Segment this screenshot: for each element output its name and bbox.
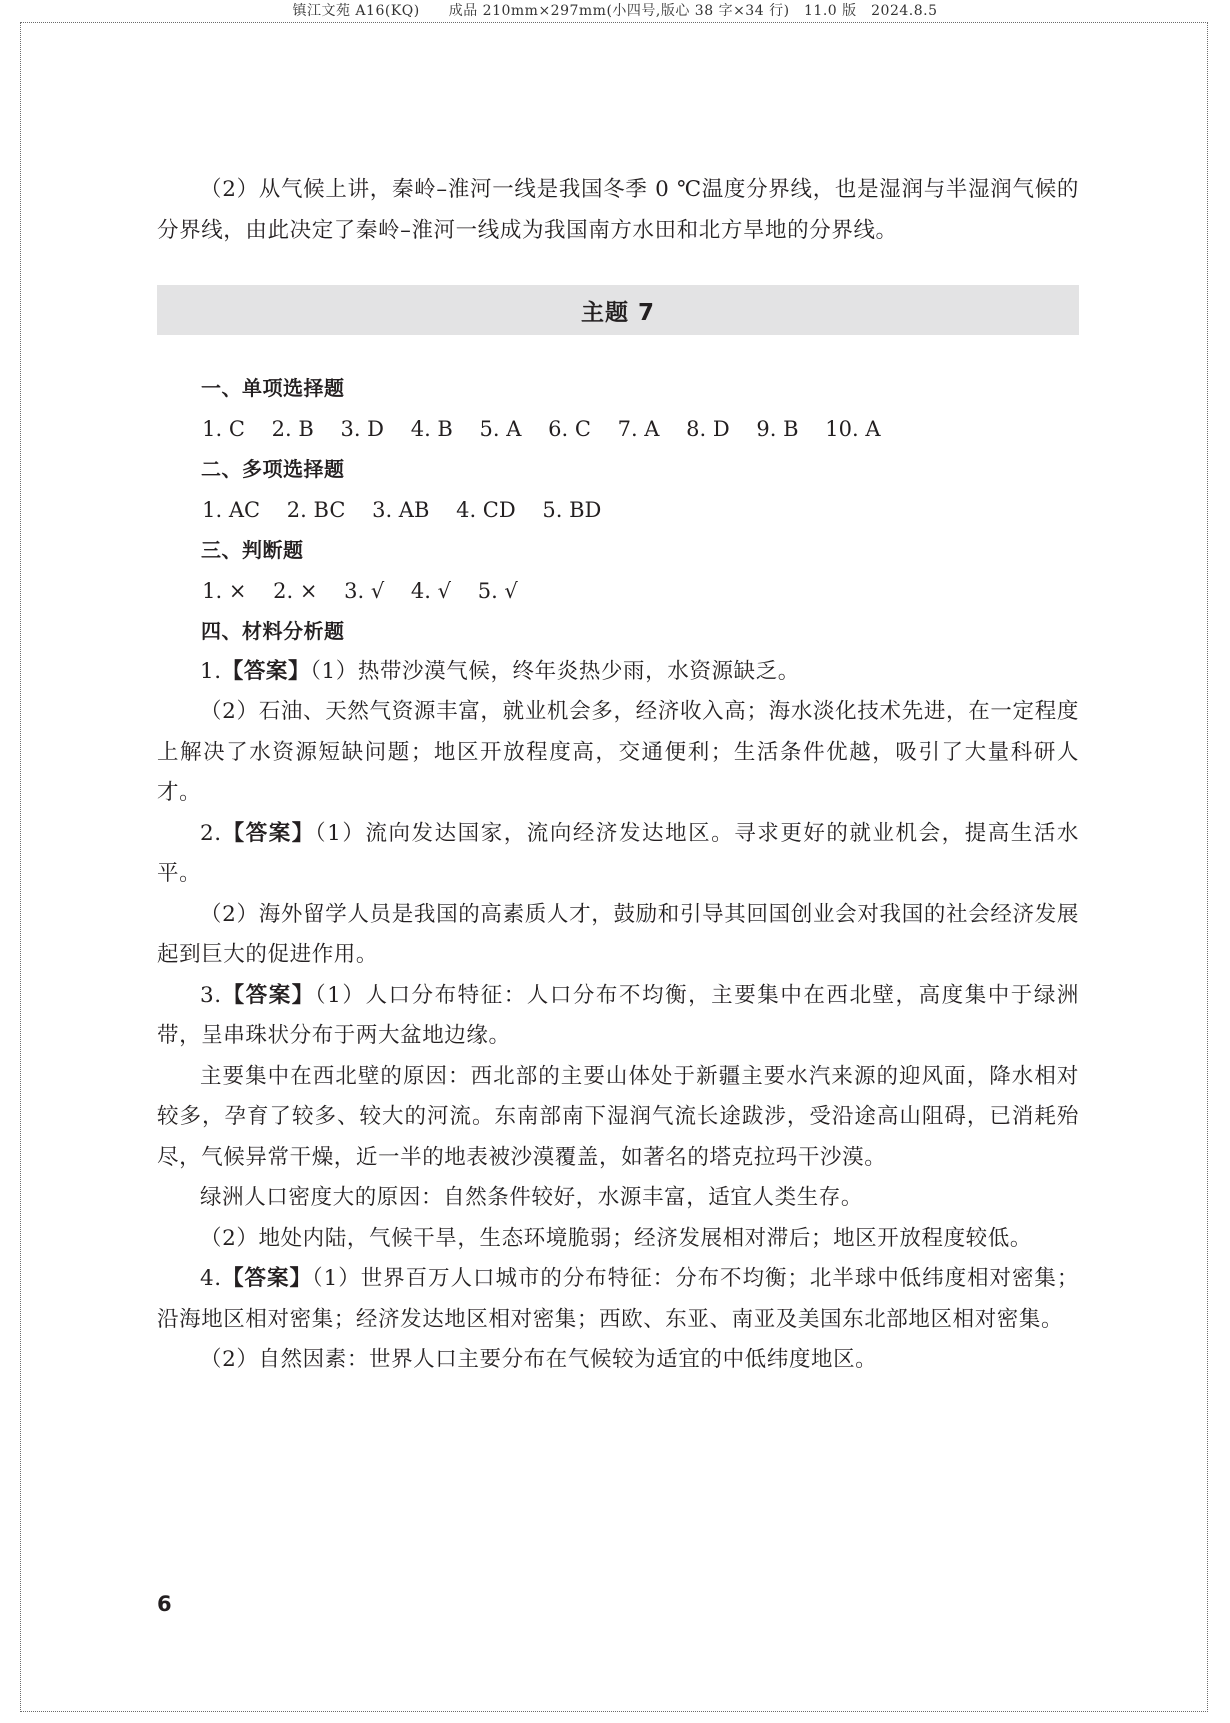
- answer-item: 2. BC: [286, 497, 346, 522]
- multiple-choice-answers: [157, 490, 1079, 531]
- single-choice-answers: [157, 409, 1079, 450]
- answer-label: 【答案】: [221, 658, 311, 684]
- answer-item: 4. B: [410, 416, 453, 441]
- page-content: [157, 170, 1079, 1381]
- answer-sections: [157, 368, 1079, 1381]
- section-heading-material-analysis: 四、材料分析题: [201, 619, 345, 643]
- answer-label: 【答案】: [221, 982, 315, 1008]
- answer-item: 7. A: [617, 416, 660, 441]
- question-number: 4.: [200, 1266, 222, 1291]
- answer-label: 【答案】: [221, 820, 315, 846]
- answer-item: 3. D: [340, 416, 385, 441]
- answer-item: 1. C: [202, 416, 245, 441]
- true-false-answers: [157, 571, 1079, 612]
- q3-paragraph-2: 主要集中在西北壁的原因：西北部的主要山体处于新疆主要水汽来源的迎风面，降水相对较多，孕育了较多、较大的河流。东南部南下湿润气流长途跋涉，受沿途高山阻碍，已消耗殆尽，气候异常干燥，近一半的地表被沙漠覆盖，如著名的塔克拉玛干沙漠。: [157, 1063, 1079, 1170]
- q1-text-1: （1）热带沙漠气候，终年炎热少雨，水资源缺乏。: [310, 658, 800, 684]
- section-heading-multiple-choice: 二、多项选择题: [201, 457, 345, 481]
- answer-item: 8. D: [686, 416, 730, 441]
- answer-item: 3. AB: [372, 497, 430, 522]
- question-number: 1.: [200, 658, 222, 684]
- q3-paragraph-3: 绿洲人口密度大的原因：自然条件较好，水源丰富，适宜人类生存。: [200, 1185, 864, 1210]
- q4-paragraph-2: （2）自然因素：世界人口主要分布在气候较为适宜的中低纬度地区。: [200, 1347, 878, 1372]
- q4-text-1: （1）世界百万人口城市的分布特征：分布不均衡；北半球中低纬度相对密集；沿海地区相对密集；经济发达地区相对密集；西欧、东亚、南亚及美国东北部地区相对密集。: [157, 1266, 1079, 1332]
- q3-paragraph-4: （2）地处内陆，气候干旱，生态环境脆弱；经济发展相对滞后；地区开放程度较低。: [200, 1225, 1032, 1251]
- section-heading-true-false: 三、判断题: [201, 538, 304, 562]
- question-number: 3.: [200, 982, 222, 1008]
- answer-item: 5. BD: [542, 497, 602, 522]
- q4-paragraph-1: [157, 1259, 1079, 1340]
- topic-title-bar: [157, 285, 1079, 335]
- q3-text-1: （1）人口分布特征：人口分布不均衡，主要集中在西北壁，高度集中于绿洲带，呈串珠状分布于两大盆地边缘。: [157, 982, 1079, 1048]
- q2-paragraph-1: [157, 814, 1079, 895]
- answer-item: 10. A: [825, 416, 881, 441]
- answer-item: 3. √: [344, 578, 385, 603]
- q2-paragraph-2: （2）海外留学人员是我国的高素质人才，鼓励和引导其回国创业会对我国的社会经济发展起到巨大的促进作用。: [157, 901, 1079, 967]
- q2-text-1: （1）流向发达国家，流向经济发达地区。寻求更好的就业机会，提高生活水平。: [157, 820, 1079, 886]
- answer-item: 6. C: [548, 416, 591, 441]
- question-number: 2.: [200, 820, 222, 846]
- answer-label: 【答案】: [221, 1266, 312, 1291]
- answer-item: 2. B: [271, 416, 314, 441]
- intro-paragraph: （2）从气候上讲，秦岭–淮河一线是我国冬季 0 ℃温度分界线，也是湿润与半湿润气候的分界线，由此决定了秦岭–淮河一线成为我国南方水田和北方旱地的分界线。: [157, 177, 1079, 243]
- print-header: 镇江文苑 A16(KQ) 成品 210mm×297mm(小四号,版心 38 字×34 行) 11.0 版 2024.8.5: [292, 3, 938, 19]
- q3-paragraph-1: [157, 976, 1079, 1057]
- answer-item: 5. A: [479, 416, 522, 441]
- section-heading-single-choice: 一、单项选择题: [201, 376, 345, 400]
- answer-item: 1. ×: [202, 578, 247, 603]
- page-number: 6: [157, 1592, 172, 1616]
- answer-item: 4. √: [410, 578, 452, 603]
- topic-title: 主题 7: [580, 299, 655, 326]
- q1-paragraph-2: （2）石油、天然气资源丰富，就业机会多，经济收入高；海水淡化技术先进，在一定程度上解决了水资源短缺问题；地区开放程度高，交通便利；生活条件优越，吸引了大量科研人才。: [157, 699, 1079, 805]
- answer-item: 2. ×: [273, 578, 318, 603]
- q1-paragraph-1: [157, 652, 1079, 693]
- answer-item: 1. AC: [202, 497, 261, 522]
- answer-item: 5. √: [477, 578, 518, 603]
- answer-item: 4. CD: [456, 497, 516, 522]
- answer-item: 9. B: [756, 416, 799, 441]
